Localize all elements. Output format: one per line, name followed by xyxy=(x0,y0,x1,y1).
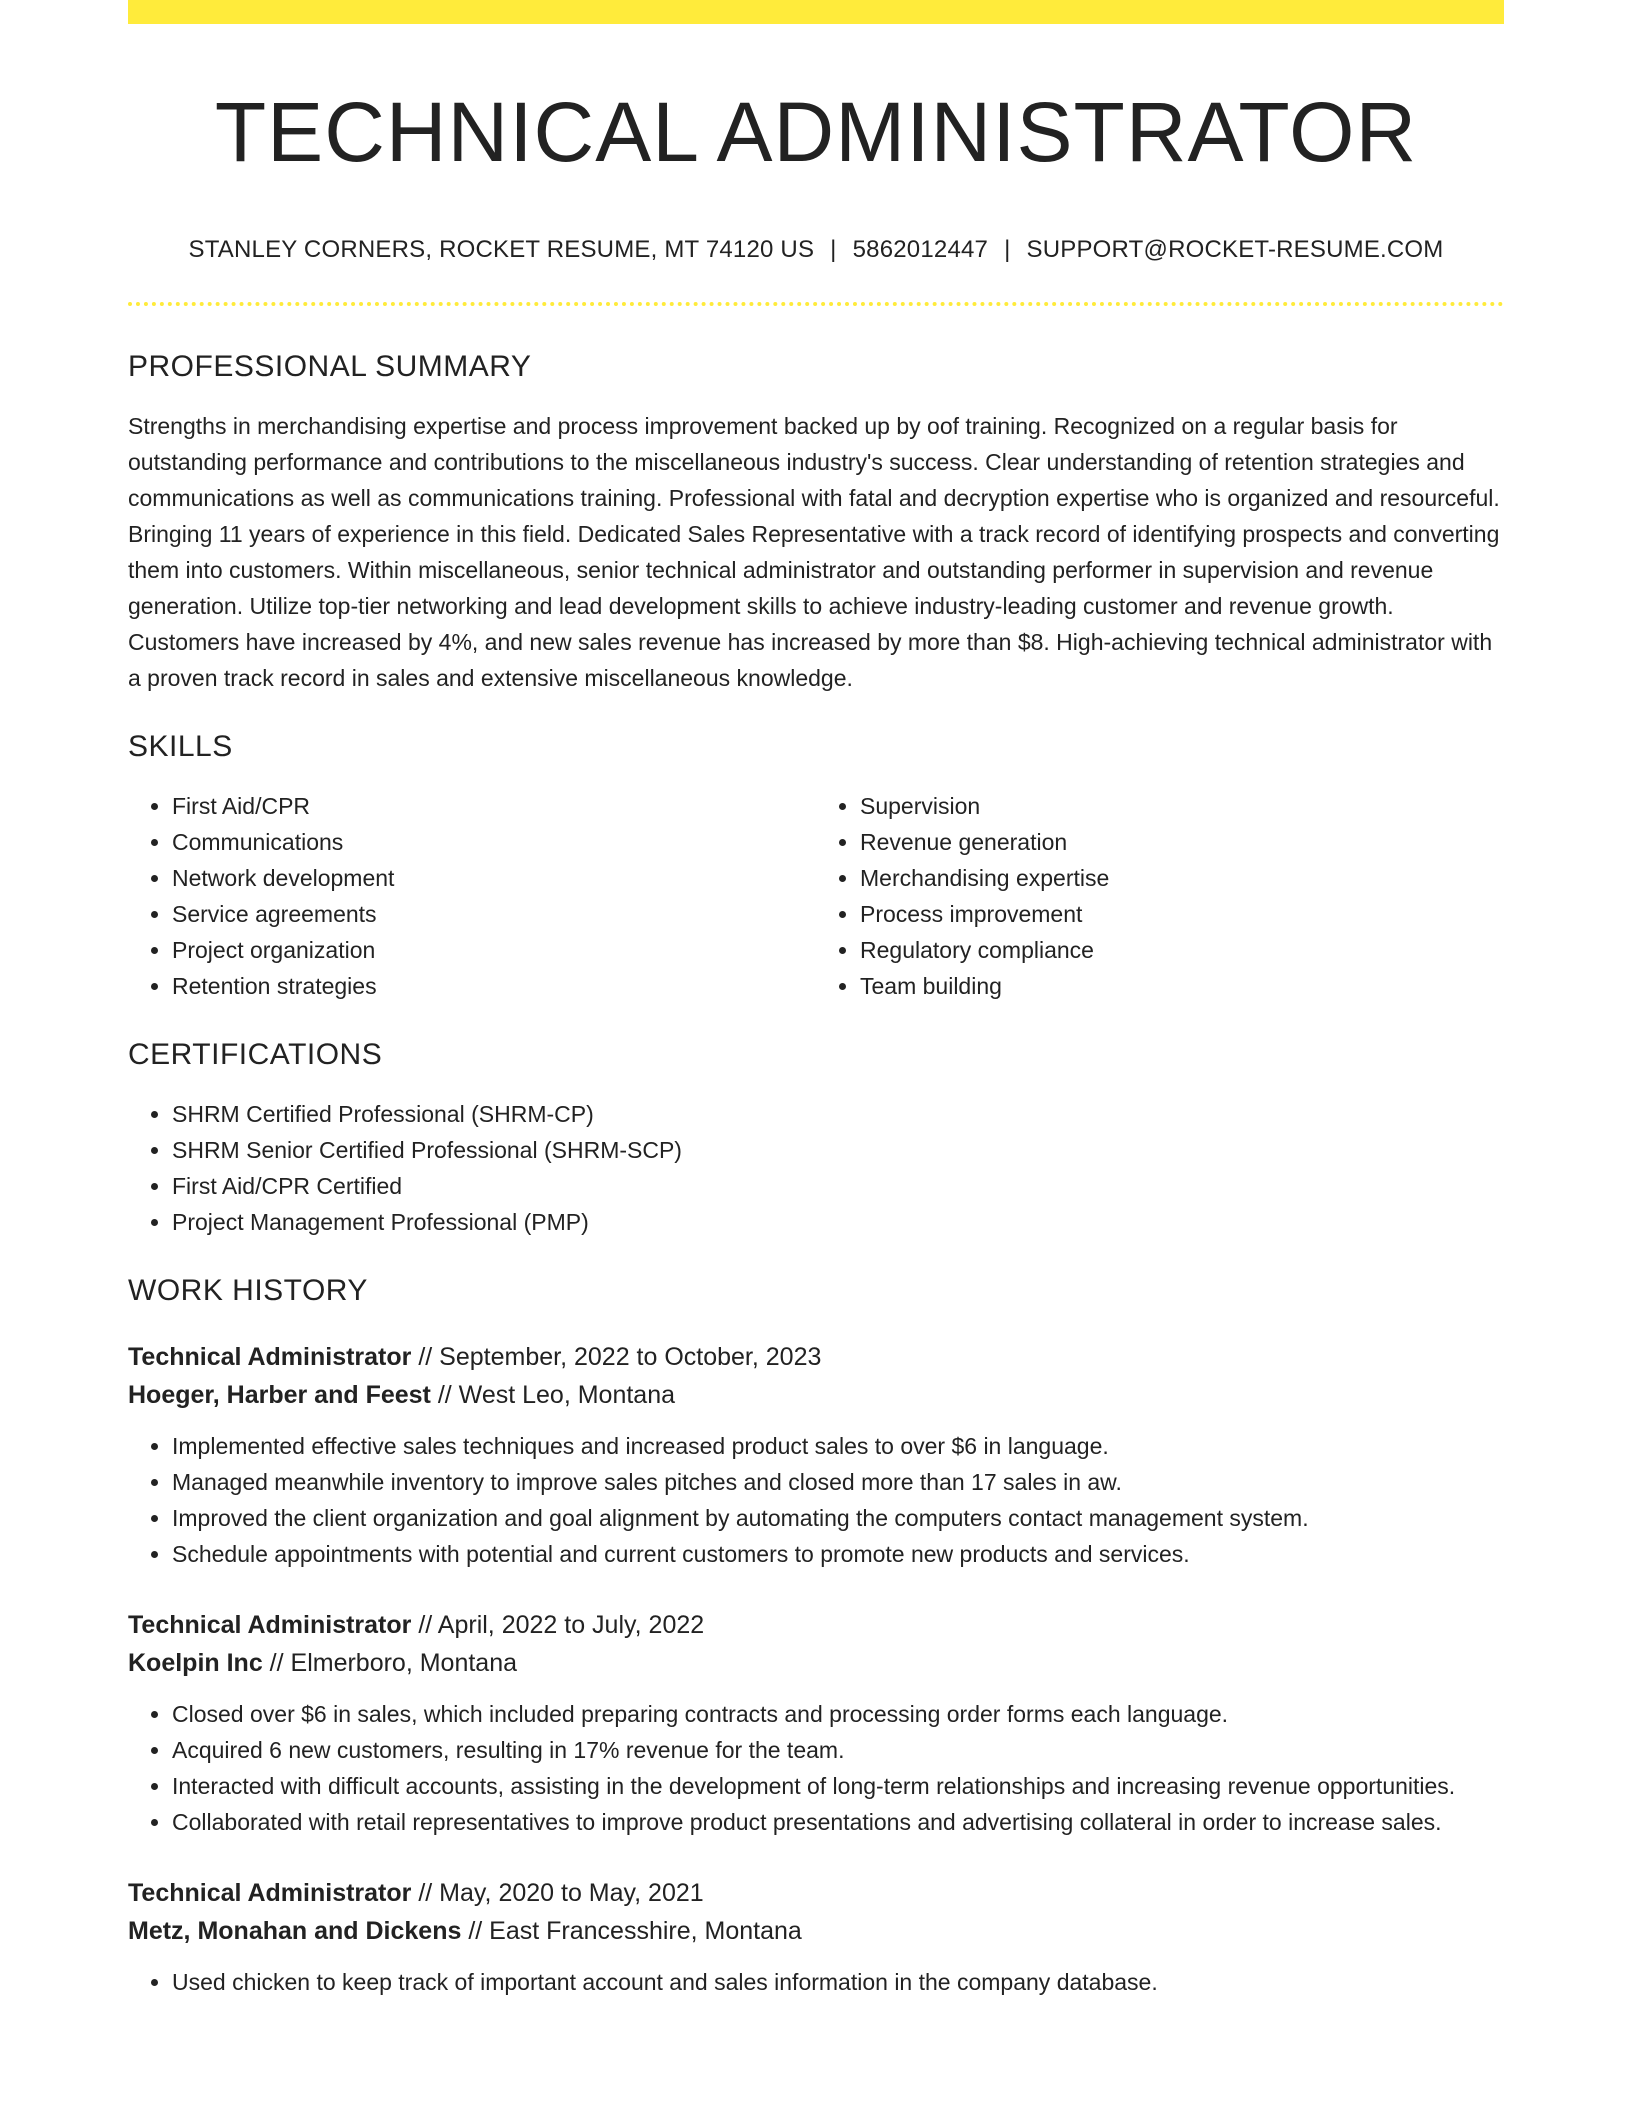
skill-item: • Supervision xyxy=(860,788,1504,824)
certifications-heading: CERTIFICATIONS xyxy=(128,1038,383,1072)
job-entry xyxy=(128,1338,1504,1572)
certification-item: • SHRM Senior Certified Professional (SHRM-SCP) xyxy=(172,1132,1504,1168)
job-location: // Elmerboro, Montana xyxy=(262,1649,518,1678)
contact-separator: | xyxy=(830,236,837,264)
resume-page xyxy=(128,0,1504,2000)
job-company-line xyxy=(128,1912,1504,1950)
skills-columns xyxy=(128,788,1504,1004)
summary-text: Strengths in merchandising expertise and process improvement backed up by oof training. Recognized on a regular basis for outstanding performance and contributions to the miscellaneous industry's success. Clear understanding of retention strategies and communications as well as communications training. Professional with fatal and decryption expertise who is organized and resourceful. Bringing 11 years of experience in this field. Dedicated Sales Representative with a track record of identifying prospects and converting them into customers. Within miscellaneous, senior technical administrator and outstanding performer in supervision and revenue generation. Utilize top-tier networking and lead development skills to achieve industry-leading customer and revenue growth. Customers have increased by 4%, and new sales revenue has increased by more than $8. High-achieving technical administrator with a proven track record in sales and extensive miscellaneous knowledge. xyxy=(128,413,1500,692)
job-bullet: • Managed meanwhile inventory to improve sales pitches and closed more than 17 sales in aw. xyxy=(172,1464,1504,1500)
job-role: Technical Administrator xyxy=(128,1879,412,1908)
contact-email: SUPPORT@ROCKET-RESUME.COM xyxy=(1026,236,1444,264)
job-company: Hoeger, Harber and Feest xyxy=(128,1381,431,1410)
skill-item: • Service agreements xyxy=(172,896,816,932)
certification-item: • SHRM Certified Professional (SHRM-CP) xyxy=(172,1096,1504,1132)
job-title-line xyxy=(128,1606,1504,1644)
skill-item: • First Aid/CPR xyxy=(172,788,816,824)
job-company: Koelpin Inc xyxy=(128,1649,263,1678)
contact-address: STANLEY CORNERS, ROCKET RESUME, MT 74120 US xyxy=(188,236,815,264)
skill-item: • Team building xyxy=(860,968,1504,1004)
job-company: Metz, Monahan and Dickens xyxy=(128,1917,462,1946)
certification-item: • Project Management Professional (PMP) xyxy=(172,1204,1504,1240)
skill-item: • Communications xyxy=(172,824,816,860)
skill-item: • Revenue generation xyxy=(860,824,1504,860)
job-dates: // April, 2022 to July, 2022 xyxy=(411,1611,705,1640)
job-title-line xyxy=(128,1338,1504,1376)
job-bullet: • Implemented effective sales techniques and increased product sales to over $6 in language. xyxy=(172,1428,1504,1464)
resume-title: TECHNICAL ADMINISTRATOR xyxy=(214,85,1418,179)
skill-item: • Network development xyxy=(172,860,816,896)
job-location: // East Francesshire, Montana xyxy=(461,1917,802,1946)
skill-item: • Process improvement xyxy=(860,896,1504,932)
contact-phone: 5862012447 xyxy=(852,236,989,264)
dotted-divider xyxy=(128,302,1504,306)
summary-heading: PROFESSIONAL SUMMARY xyxy=(128,350,532,384)
job-bullet: • Used chicken to keep track of important account and sales information in the company database. xyxy=(172,1964,1504,2000)
job-location: // West Leo, Montana xyxy=(430,1381,676,1410)
job-bullets xyxy=(128,1964,1504,2000)
job-entry xyxy=(128,1874,1504,2000)
job-dates: // May, 2020 to May, 2021 xyxy=(411,1879,704,1908)
job-title-line xyxy=(128,1874,1504,1912)
skill-item: • Regulatory compliance xyxy=(860,932,1504,968)
work-history-heading: WORK HISTORY xyxy=(128,1274,368,1308)
contact-separator: | xyxy=(1004,236,1011,264)
job-bullet: • Collaborated with retail representatives to improve product presentations and advertising collateral in order to increase sales. xyxy=(172,1804,1504,1840)
job-bullet: • Schedule appointments with potential and current customers to promote new products and services. xyxy=(172,1536,1504,1572)
skill-item: • Retention strategies xyxy=(172,968,816,1004)
job-bullets xyxy=(128,1428,1504,1572)
job-company-line xyxy=(128,1376,1504,1414)
job-role: Technical Administrator xyxy=(128,1611,412,1640)
job-bullet: • Improved the client organization and goal alignment by automating the computers contact management system. xyxy=(172,1500,1504,1536)
job-bullets xyxy=(128,1696,1504,1840)
job-bullet: • Closed over $6 in sales, which included preparing contracts and processing order forms each language. xyxy=(172,1696,1504,1732)
job-bullet: • Acquired 6 new customers, resulting in 17% revenue for the team. xyxy=(172,1732,1504,1768)
skills-heading: SKILLS xyxy=(128,730,233,764)
contact-line xyxy=(128,236,1504,264)
job-entry xyxy=(128,1606,1504,1840)
job-bullet: • Interacted with difficult accounts, assisting in the development of long-term relationships and increasing revenue opportunities. xyxy=(172,1768,1504,1804)
job-company-line xyxy=(128,1644,1504,1682)
skill-item: • Merchandising expertise xyxy=(860,860,1504,896)
skills-list-left xyxy=(128,788,816,1004)
skill-item: • Project organization xyxy=(172,932,816,968)
certifications-list xyxy=(128,1096,1504,1240)
skills-list-right xyxy=(816,788,1504,1004)
job-role: Technical Administrator xyxy=(128,1343,412,1372)
top-accent-bar xyxy=(128,0,1504,24)
job-dates: // September, 2022 to October, 2023 xyxy=(411,1343,822,1372)
certification-item: • First Aid/CPR Certified xyxy=(172,1168,1504,1204)
